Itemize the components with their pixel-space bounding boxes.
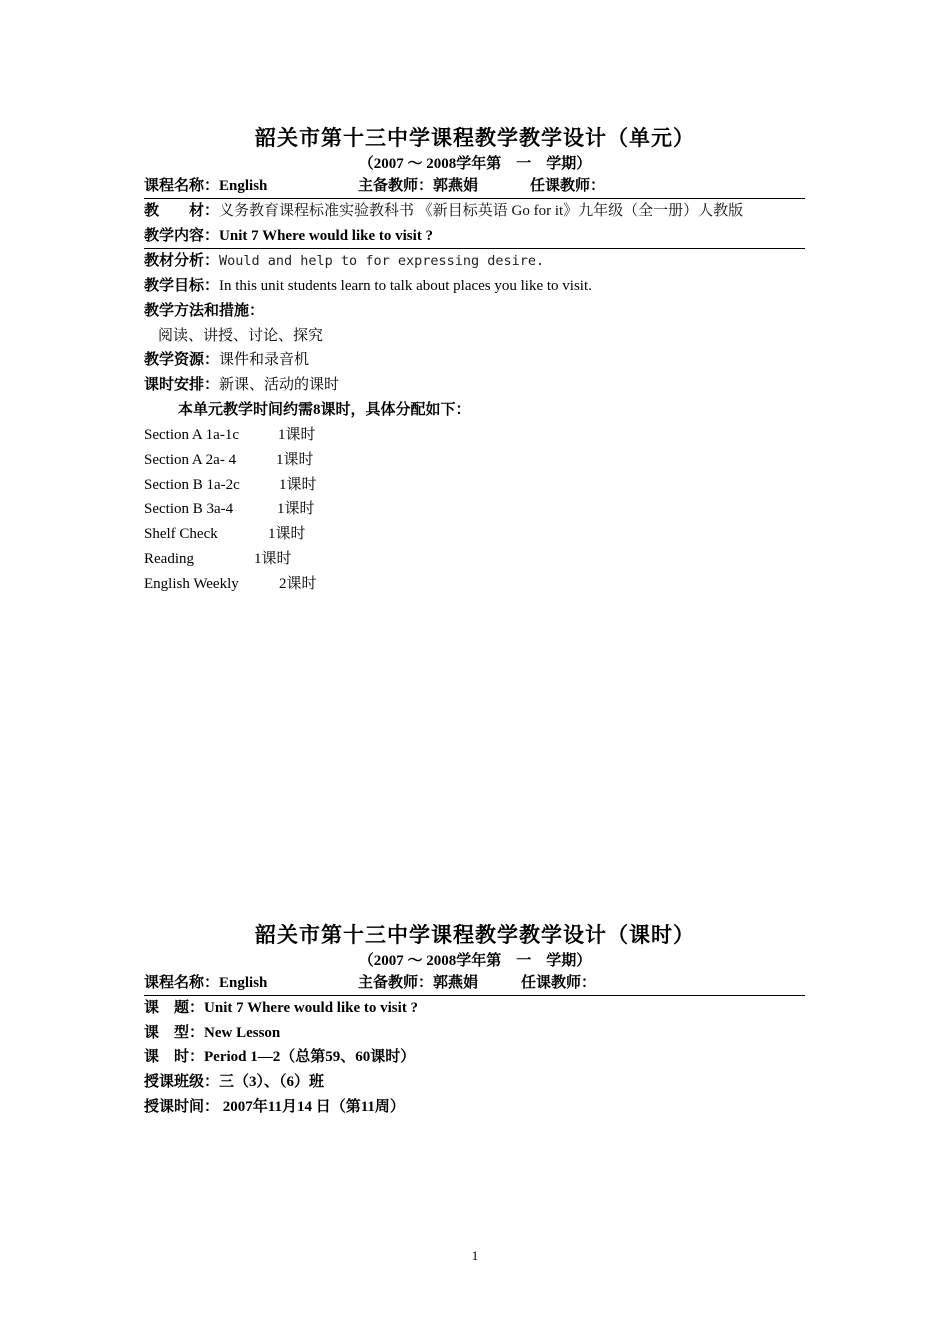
content-row bbox=[144, 225, 805, 247]
lesson-type-label: 课 型： bbox=[144, 1025, 205, 1041]
textbook-value: 义务教育课程标准实验教科书 《新目标英语 Go for it》九年级（全一册）人教版 bbox=[219, 203, 744, 219]
analysis-label: 教材分析： bbox=[144, 253, 220, 269]
schedule-list-item bbox=[144, 449, 314, 471]
lead-teacher-field bbox=[358, 972, 478, 994]
course-name-value: English bbox=[219, 178, 268, 194]
period-label: 课 时： bbox=[144, 1049, 205, 1065]
objective-row bbox=[144, 275, 805, 297]
teaching-time-value: 2007年11月14 日（第11周） bbox=[219, 1099, 405, 1115]
resources-value: 课件和录音机 bbox=[219, 352, 310, 368]
resources-row bbox=[144, 349, 805, 371]
objective-label: 教学目标： bbox=[144, 278, 220, 294]
content-value: Unit 7 Where would like to visit ? bbox=[219, 228, 434, 244]
teacher-label: 任课教师： bbox=[530, 178, 606, 194]
topic-label: 课 题： bbox=[144, 1000, 205, 1016]
schedule-item-hours: 1课时 bbox=[278, 427, 316, 443]
divider-line bbox=[144, 995, 805, 996]
class-value: 三（3）、（6）班 bbox=[219, 1074, 325, 1090]
schedule-list-item bbox=[144, 548, 292, 570]
schedule-item-hours: 2课时 bbox=[279, 576, 317, 592]
schedule-label: 课时安排： bbox=[144, 377, 220, 393]
divider-line bbox=[144, 198, 805, 199]
lesson-term-line: （2007 ～ 2008学年第 一 学期） bbox=[358, 953, 592, 969]
lead-teacher-label: 主备教师： bbox=[358, 975, 434, 991]
textbook-row bbox=[144, 200, 805, 222]
schedule-item-hours: 1课时 bbox=[277, 501, 315, 517]
schedule-list-item bbox=[144, 523, 306, 545]
course-name-value: English bbox=[219, 975, 268, 991]
schedule-row bbox=[144, 374, 805, 396]
teaching-time-label: 授课时间： bbox=[144, 1099, 220, 1115]
lead-teacher-field bbox=[358, 175, 478, 197]
schedule-item-name: English Weekly bbox=[144, 576, 239, 592]
lesson-type-row bbox=[144, 1022, 805, 1044]
textbook-label: 教 材： bbox=[144, 203, 220, 219]
analysis-row bbox=[144, 250, 805, 272]
unit-design-title: 韶关市第十三中学课程教学教学设计（单元） bbox=[255, 126, 695, 150]
unit-course-info-row bbox=[144, 175, 805, 197]
schedule-list-item bbox=[144, 573, 317, 595]
course-name-label: 课程名称： bbox=[144, 975, 220, 991]
methods-value: 阅读、讲授、讨论、探究 bbox=[158, 328, 324, 344]
schedule-item-hours: 1课时 bbox=[268, 526, 306, 542]
analysis-value: Would and help to for expressing desire. bbox=[219, 253, 545, 269]
schedule-value: 新课、活动的课时 bbox=[219, 377, 340, 393]
period-value: Period 1—2（总第59、60课时） bbox=[204, 1049, 416, 1065]
schedule-item-name: Section A 1a-1c bbox=[144, 427, 239, 443]
page-number: 1 bbox=[471, 1248, 479, 1263]
schedule-list-item bbox=[144, 498, 315, 520]
period-row bbox=[144, 1046, 805, 1068]
lead-teacher-value: 郭燕娟 bbox=[433, 975, 479, 991]
objective-value: In this unit students learn to talk about places you like to visit. bbox=[219, 278, 592, 294]
content-label: 教学内容： bbox=[144, 228, 220, 244]
lesson-course-info-row bbox=[144, 972, 805, 994]
schedule-item-name: Reading bbox=[144, 551, 194, 567]
schedule-item-name: Section A 2a- 4 bbox=[144, 452, 237, 468]
lead-teacher-label: 主备教师： bbox=[358, 178, 434, 194]
resources-label: 教学资源： bbox=[144, 352, 220, 368]
schedule-item-name: Section B 3a-4 bbox=[144, 501, 234, 517]
schedule-item-name: Shelf Check bbox=[144, 526, 218, 542]
lesson-design-title: 韶关市第十三中学课程教学教学设计（课时） bbox=[255, 923, 695, 947]
class-label: 授课班级： bbox=[144, 1074, 220, 1090]
schedule-item-hours: 1课时 bbox=[279, 477, 317, 493]
lead-teacher-value: 郭燕娟 bbox=[433, 178, 479, 194]
schedule-item-hours: 1课时 bbox=[276, 452, 314, 468]
lesson-type-value: New Lesson bbox=[204, 1025, 281, 1041]
class-row bbox=[144, 1071, 805, 1093]
schedule-item-hours: 1课时 bbox=[254, 551, 292, 567]
divider-line bbox=[144, 248, 805, 249]
schedule-list-item bbox=[144, 474, 317, 496]
topic-value: Unit 7 Where would like to visit ? bbox=[204, 1000, 419, 1016]
course-name-label: 课程名称： bbox=[144, 178, 220, 194]
schedule-list-item bbox=[144, 424, 316, 446]
methods-label: 教学方法和措施： bbox=[144, 303, 265, 319]
teacher-label: 任课教师： bbox=[521, 975, 597, 991]
unit-term-line: （2007 ～ 2008学年第 一 学期） bbox=[358, 156, 592, 172]
schedule-item-name: Section B 1a-2c bbox=[144, 477, 240, 493]
teaching-time-row bbox=[144, 1096, 805, 1118]
allocation-text: 本单元教学时间约需8课时，具体分配如下： bbox=[178, 402, 471, 418]
topic-row bbox=[144, 997, 805, 1019]
